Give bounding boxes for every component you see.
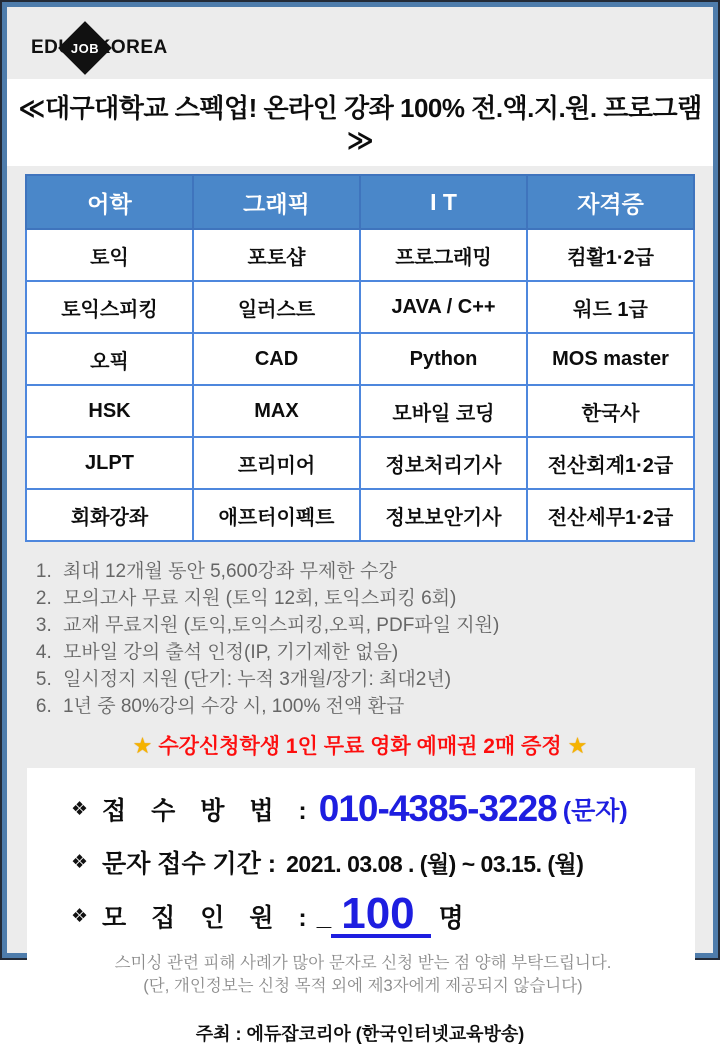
table-cell: HSK xyxy=(26,385,193,437)
table-cell: 회화강좌 xyxy=(26,489,193,541)
diamond-bullet-icon: ❖ xyxy=(71,798,89,820)
table-row xyxy=(26,489,694,541)
page-title: ≪대구대학교 스펙업! 온라인 강좌 100% 전.액.지.원. 프로그램≫ xyxy=(18,93,702,155)
table-header-language: 어학 xyxy=(26,175,193,229)
benefit-item: 3. 교재 무료지원 (토익,토익스피킹,오픽, PDF파일 지원) xyxy=(57,612,713,639)
capacity-row xyxy=(71,889,695,938)
table-cell: 애프터이펙트 xyxy=(193,489,360,541)
table-cell: MAX xyxy=(193,385,360,437)
table-header-graphic: 그래픽 xyxy=(193,175,360,229)
table-cell: CAD xyxy=(193,333,360,385)
notice-line: (단, 개인정보는 신청 목적 외에 제3자에게 제공되지 않습니다) xyxy=(143,977,583,995)
course-table-wrap xyxy=(25,174,695,542)
benefit-item: 5. 일시정지 지원 (단기: 누적 3개월/장기: 최대2년) xyxy=(57,666,713,693)
capacity-label: 모 집 인 원 : xyxy=(102,904,309,932)
table-cell: 프리미어 xyxy=(193,437,360,489)
table-row xyxy=(26,281,694,333)
phone-number: 010-4385-3228 xyxy=(318,788,557,829)
star-icon: ★ xyxy=(567,733,588,758)
apply-period-value: 2021. 03.08 . (월) ~ 03.15. (월) xyxy=(286,850,584,877)
diamond-bullet-icon: ❖ xyxy=(71,851,89,873)
course-table xyxy=(25,174,695,542)
table-cell: 정보보안기사 xyxy=(360,489,527,541)
table-row xyxy=(26,229,694,281)
benefit-item: 4. 모바일 강의 출석 인정(IP, 기기제한 없음) xyxy=(57,639,713,666)
table-cell: 포토샵 xyxy=(193,229,360,281)
footer-host: 주최 : 에듀잡코리아 (한국인터넷교육방송) xyxy=(195,1024,525,1044)
benefit-item: 6. 1년 중 80%강의 수강 시, 100% 전액 환급 xyxy=(57,693,713,720)
table-row xyxy=(26,437,694,489)
star-icon: ★ xyxy=(132,733,153,758)
table-row xyxy=(26,385,694,437)
capacity-unit: 명 xyxy=(438,902,464,933)
table-header-row xyxy=(26,175,694,229)
edujob-logo xyxy=(31,23,713,73)
table-cell: 토익 xyxy=(26,229,193,281)
contact-card xyxy=(27,768,695,1008)
table-cell: JAVA / C++ xyxy=(360,281,527,333)
table-cell: MOS master xyxy=(527,333,694,385)
table-cell: 정보처리기사 xyxy=(360,437,527,489)
table-cell: 프로그래밍 xyxy=(360,229,527,281)
logo-text-edu: EDU xyxy=(31,37,73,58)
promo-text: 수강신청학생 1인 무료 영화 예매권 2매 증정 xyxy=(158,735,562,758)
table-cell: 전산회계1·2급 xyxy=(527,437,694,489)
table-cell: 워드 1급 xyxy=(527,281,694,333)
benefit-item: 1. 최대 12개월 동안 5,600강좌 무제한 수강 xyxy=(57,558,713,585)
table-cell: 모바일 코딩 xyxy=(360,385,527,437)
apply-method-row xyxy=(71,788,695,830)
table-row xyxy=(26,333,694,385)
table-cell: 전산세무1·2급 xyxy=(527,489,694,541)
table-header-certificate: 자격증 xyxy=(527,175,694,229)
flyer-frame xyxy=(2,2,718,1044)
benefit-list xyxy=(35,558,713,720)
table-cell: 한국사 xyxy=(527,385,694,437)
table-cell: 일러스트 xyxy=(193,281,360,333)
capacity-underscore: _ xyxy=(316,900,332,931)
promo-banner xyxy=(7,730,713,760)
table-cell: 컴활1·2급 xyxy=(527,229,694,281)
smishing-notice xyxy=(71,952,695,998)
capacity-number: 100 xyxy=(331,894,430,938)
table-cell: Python xyxy=(360,333,527,385)
table-cell: 토익스피킹 xyxy=(26,281,193,333)
benefit-item: 2. 모의고사 무료 지원 (토익 12회, 토익스피킹 6회) xyxy=(57,585,713,612)
apply-period-row xyxy=(71,844,695,880)
phone-suffix: (문자) xyxy=(562,797,628,825)
title-band xyxy=(7,79,713,166)
notice-line: 스미싱 관련 피해 사례가 많아 문자로 신청 받는 점 양해 부탁드립니다. xyxy=(114,954,612,972)
table-cell: 오픽 xyxy=(26,333,193,385)
apply-method-label: 접 수 방 법 : xyxy=(102,797,309,825)
table-cell: JLPT xyxy=(26,437,193,489)
table-header-it: I T xyxy=(360,175,527,229)
logo-text-job: JOB xyxy=(70,40,99,56)
diamond-bullet-icon: ❖ xyxy=(71,905,89,927)
logo-text-korea: KOREA xyxy=(96,37,168,58)
apply-period-label: 문자 접수 기간 : xyxy=(102,850,277,878)
